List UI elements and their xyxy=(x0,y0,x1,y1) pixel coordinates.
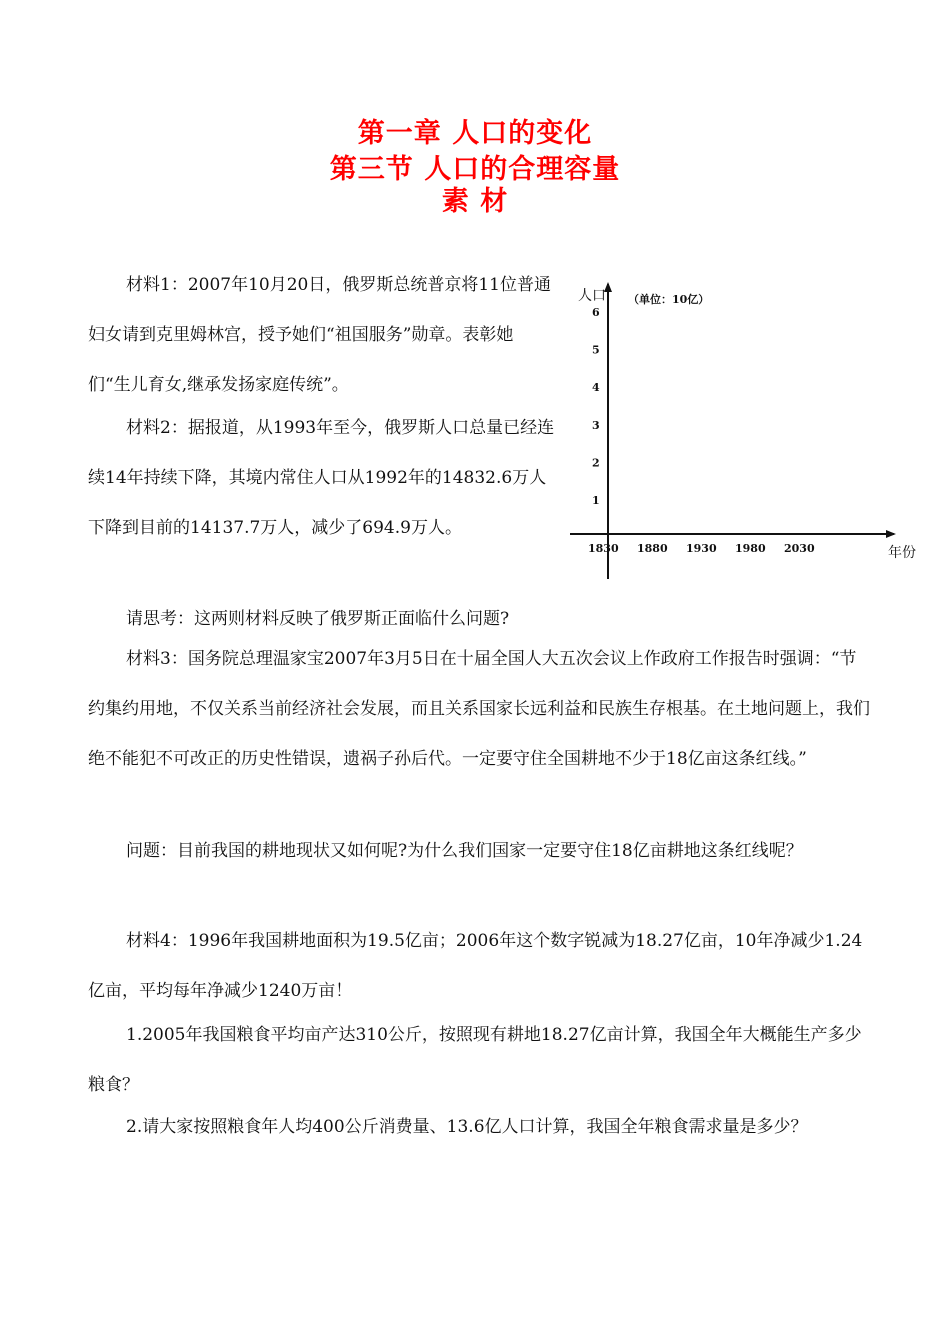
y-tick-label: 4 xyxy=(592,381,600,395)
subtitle: 素 材 xyxy=(441,186,509,217)
section-title: 第三节 人口的合理容量 xyxy=(329,154,621,185)
question-2: 2.请大家按照粮食年人均400公斤消费量、13.6亿人口计算，我国全年粮食需求量是多少？ xyxy=(126,1117,808,1137)
y-tick-label: 6 xyxy=(592,306,600,319)
question: 问题：目前我国的耕地现状又如何呢?为什么我们国家一定要守住18亿亩耕地这条红线呢？ xyxy=(126,841,803,861)
x-tick-label: 2030 xyxy=(784,542,815,555)
y-tick-label: 5 xyxy=(592,343,600,357)
material-4: 材料4：1996年我国耕地面积为19.5亿亩；2006年这个数字锐减为18.27亿亩，10年净减少1.24亿亩，平均每年净减少1240万亩！ xyxy=(88,931,863,1001)
population-chart xyxy=(566,276,926,586)
material-3: 材料3：国务院总理温家宝2007年3月5日在十届全国人大五次会议上作政府工作报告时强调：“节约集约用地，不仅关系当前经济社会发展，而且关系国家长远利益和民族生存根基。在土地问题上，我们绝不能犯不可改正的历史性错误，遗祸子孙后代。一定要守住全国耕地不少于18亿亩这条红线。” xyxy=(88,649,870,769)
x-tick-label: 1930 xyxy=(686,542,717,555)
x-ticks xyxy=(588,542,815,555)
material-1: 材料1：2007年10月20日，俄罗斯总统普京将11位普通妇女请到克里姆林宫，授予她们“祖国服务”勋章。表彰她们“生儿育女,继承发扬家庭传统”。 xyxy=(88,275,551,395)
y-tick-label: 3 xyxy=(592,418,600,432)
x-tick-label: 1830 xyxy=(588,542,619,555)
x-axis-label: 年份 xyxy=(888,545,916,561)
chapter-title: 第一章 人口的变化 xyxy=(357,118,593,149)
unit-note: （单位：10亿） xyxy=(628,293,710,306)
think-question: 请思考：这两则材料反映了俄罗斯正面临什么问题? xyxy=(126,609,510,629)
chart-axes xyxy=(570,282,896,579)
y-tick-label: 1 xyxy=(592,494,600,507)
x-axis-arrow xyxy=(886,530,896,538)
y-ticks xyxy=(592,306,600,507)
question-1: 1.2005年我国粮食平均亩产达310公斤，按照现有耕地18.27亿亩计算，我国全年大概能生产多少粮食？ xyxy=(88,1025,862,1095)
y-axis-label: 人口 xyxy=(578,288,606,304)
material-2: 材料2：据报道，从1993年至今，俄罗斯人口总量已经连续14年持续下降，其境内常住人口从1992年的14832.6万人下降到目前的14137.7万人，减少了694.9万人。 xyxy=(88,418,555,538)
y-tick-label: 2 xyxy=(592,456,600,470)
x-tick-label: 1880 xyxy=(637,542,668,555)
x-tick-label: 1980 xyxy=(735,542,766,555)
